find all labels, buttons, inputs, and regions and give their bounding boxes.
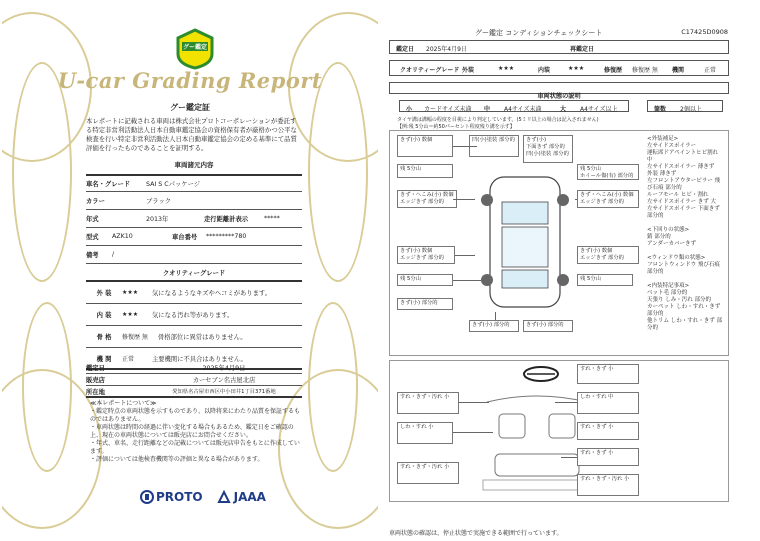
chassis-value: *********780	[206, 233, 247, 240]
engine-value: 正常	[704, 67, 717, 74]
address-label: 所在地	[86, 388, 105, 396]
leader-line	[575, 199, 577, 200]
cell-int-right2: すれ・きず 小	[577, 422, 639, 440]
size-mid-label: 中	[484, 106, 491, 113]
interior-value: ★★★	[568, 65, 585, 72]
date-label: 鑑定日	[396, 46, 415, 53]
quality-label: クオリティーグレード	[400, 67, 460, 74]
grade-comment: 骨格部位に異常はありません。	[158, 334, 247, 341]
report-subtitle: グー鑑定証	[170, 103, 210, 112]
count-label: 箇数	[654, 106, 667, 113]
cell-right-door1: きず・へこみ(小) 数個 エッジきず 部分的	[577, 190, 639, 208]
model-value: SAI S Cパッケージ	[146, 181, 201, 188]
status-header-box	[389, 82, 729, 100]
date-row	[389, 40, 729, 54]
cell-right-door2: きず(小) 数個 エッジきず 部分的	[577, 246, 639, 264]
engine-label: 機関	[672, 67, 685, 74]
cell-int-left2: しわ・すれ 小	[397, 422, 453, 444]
exterior-value: ★★★	[498, 65, 515, 72]
grade-stars: ★★★	[122, 311, 139, 318]
report-title: U-car Grading Report	[57, 68, 323, 93]
cell-int-left1: すれ・きず・汚れ 小	[397, 392, 459, 414]
grade-row-frame	[86, 326, 302, 348]
spec-header: 車両諸元内容	[174, 161, 214, 169]
appraisal-date-label: 鑑定日	[86, 365, 105, 372]
note-item: ・車両状態は時間の経過に伴い変化する場合もあるため、鑑定日をご確認の上、現在の車両状態については販売店にお問合せください。	[90, 424, 294, 439]
dealer-label: 販売店	[86, 377, 105, 384]
appraisal-date: 2025年4月9日	[202, 365, 246, 372]
leader-line	[453, 199, 475, 200]
car-top-view-icon	[475, 172, 575, 312]
size-small-label: 小	[406, 106, 413, 113]
size-small-value: カードサイズ未満	[424, 106, 472, 113]
grade-comment: 主要機関に不具合はありません。	[152, 355, 247, 363]
exterior-label: 外装	[462, 67, 475, 74]
cell-int-right3: すれ・きず 小	[577, 448, 639, 466]
leader-line	[455, 255, 475, 256]
tire-note-2: 【例:残 5分山＝約50パーセント程度残り溝を示す】	[397, 124, 515, 130]
size-mid-value: A4サイズ未満	[504, 106, 542, 113]
spec-row-remarks	[86, 246, 302, 264]
count-value: 2個以上	[680, 106, 702, 113]
remarks-label: 備考	[86, 252, 99, 259]
flourish-lower-left	[22, 302, 72, 472]
flourish-right	[308, 62, 368, 282]
cell-tire-fr: 残 5分山 ホイール傷(有) 部分的	[577, 164, 639, 180]
spec-table	[86, 174, 302, 370]
notes-title: ≪本レポートについて≫	[90, 400, 157, 407]
spec-row-model	[86, 174, 302, 192]
mileage-value: *****	[264, 215, 280, 222]
leader-line	[495, 312, 496, 320]
badge-text: グー鑑定	[182, 44, 207, 51]
jaaa-logo	[217, 490, 266, 504]
repair-value: 修復歴 無	[632, 67, 658, 74]
cell-front-right1: きず(小) 下面きず 部分的 凹(小)塗装 部分的	[523, 135, 573, 163]
size-large-label: 大	[560, 106, 567, 113]
grade-stars: 正常	[122, 355, 135, 363]
leader-line	[453, 146, 477, 147]
grade-stars: ★★★	[122, 289, 139, 296]
sheet-title: グー鑑定 コンディションチェックシート	[475, 29, 603, 37]
remarks-column: <外装補足> 左サイドスポイラー 運転席ドアペイントヒビ割れ 中 左サイドスポイラー 薄きず 外装 薄きず 左フロントアウターピラー 飛び石痕 部分的 ルーフモール ヒビ・割れ 左サイドスポイラー きず 大 左サイドスポイラー 下面きず 部分的 <下回りの状態> 錆 部分的 アンダーカバーきず <ウィンドウ類の状態> フロントウィンドウ 飛び石痕 部分的 <内装特記事項> ベット毛 部分的 天張り しみ・汚れ 部分的 カーペット しわ・すれ・きず 部分的 他トリム しわ・すれ・きず 部分的	[647, 136, 722, 331]
jaaa-logo-text: JAAA	[233, 490, 266, 504]
grade-label: 外 装	[96, 290, 112, 297]
type-label: 型式	[86, 234, 99, 241]
flourish-left	[12, 62, 72, 282]
repair-label: 修復歴	[604, 67, 623, 74]
proto-logo-icon	[140, 490, 154, 504]
spec-row-year	[86, 210, 302, 228]
leader-line	[459, 402, 489, 403]
date-value: 2025年4月9日	[426, 46, 467, 53]
year-value: 2013年	[146, 216, 169, 223]
spec-row-color	[86, 192, 302, 210]
cell-rear-center: きず(小) 部分的	[469, 320, 519, 332]
cell-int-left3: すれ・きず・汚れ 小	[397, 462, 459, 484]
chassis-label: 車台番号	[172, 234, 198, 241]
cell-tire-rr: 残 5分山	[577, 274, 633, 286]
cell-front-center: 凹(小)塗装 部分的	[469, 135, 519, 157]
grade-label: 機 関	[96, 355, 112, 363]
grade-label: 内 装	[96, 312, 112, 319]
leader-line	[555, 402, 577, 403]
leader-line	[453, 280, 481, 281]
mileage-label: 走行距離計表示	[204, 216, 249, 223]
cell-left-door1: きず・へこみ(小) 数個 エッジきず 部分的	[397, 190, 457, 208]
proto-logo-text: PROTO	[156, 490, 203, 504]
reappraisal-label: 再鑑定日	[570, 46, 595, 53]
note-item: ・年式、車名、走行距離などの記載については販売店申告をもとに作成しています。	[90, 440, 300, 455]
note-item: ・評価については他検査機関等の評価と異なる場合があります。	[90, 456, 264, 463]
cell-tire-fl: 残 5分山	[397, 164, 453, 178]
quality-header: クオリティーグレード	[86, 264, 302, 282]
remarks-value: /	[112, 251, 115, 258]
cell-int-right1: しわ・すれ 中	[577, 392, 639, 414]
type-value: AZK10	[112, 233, 133, 240]
address-row	[86, 386, 302, 398]
logo-bar	[140, 490, 266, 504]
cell-rear-left: きず(小) 部分的	[397, 298, 453, 310]
status-header: 車両状態の説明	[537, 93, 581, 100]
grade-stars: 修復歴 無	[122, 334, 148, 341]
proto-logo	[140, 490, 203, 504]
grade-comment: 気になる汚れ等があります。	[152, 312, 234, 319]
report-notes	[90, 400, 302, 464]
grade-comment: 気になるようなキズやヘコミがあります。	[152, 290, 272, 297]
address-value: 愛知県名古屋市西区中小田井1丁目371番地	[172, 389, 276, 395]
sheet-footer: 車両状態の確認は、停止状態で実施できる範囲で行っています。	[389, 530, 563, 537]
condition-check-sheet	[385, 2, 758, 539]
cell-steering: すれ・きず 小	[577, 364, 639, 384]
color-label: カラー	[86, 198, 105, 205]
dealer-name: カーセブン名古屋北店	[192, 377, 256, 384]
size-legend	[399, 100, 629, 112]
grade-row-interior	[86, 304, 302, 326]
cell-int-right4: すれ・きず・汚れ 小	[577, 474, 639, 496]
tire-note-1: タイヤ溝は溝幅の程度を目視により判定しています。(5ミリ以上の場合は記入されません)	[397, 117, 599, 123]
intro-text: 本レポートに記載される車両は株式会社プロトコーポレーションが委託する特定非営利活動法人日本自動車鑑定協会の資格保有者が厳格かつ公平な検査を行い特定非営利活動法人日本自動車鑑定協会の定める基準にて品質評価を行ったものであることを証明する。	[86, 117, 297, 152]
flourish-lower-right	[308, 302, 358, 472]
interior-label: 内装	[538, 67, 551, 74]
note-item: ・鑑定時点の車両状態を示すものであり、以降将来にわたり品質を保証するものではありません。	[90, 408, 301, 423]
model-label: 車名・グレード	[86, 181, 131, 188]
spec-row-type	[86, 228, 302, 246]
leader-line	[561, 457, 577, 458]
dealer-row	[86, 374, 302, 386]
size-large-value: A4サイズ以上	[580, 106, 618, 113]
cell-rear-right: きず(小) 部分的	[523, 320, 573, 332]
appraisal-date-row	[86, 362, 302, 374]
cell-left-door2: きず(小) 数個 エッジきず 部分的	[397, 246, 455, 264]
steering-wheel-icon	[521, 364, 561, 384]
sheet-serial: C17425D0908	[681, 28, 728, 36]
cell-front-left: きず(小) 数個	[397, 135, 453, 157]
cell-tire-rl: 残 5分山	[397, 274, 453, 286]
color-value: ブラック	[146, 198, 172, 205]
grade-row-exterior	[86, 282, 302, 304]
count-legend	[647, 100, 723, 112]
grade-label: 骨 格	[96, 334, 112, 341]
leader-line	[453, 432, 493, 433]
jaaa-logo-icon	[217, 490, 231, 504]
grade-row	[389, 60, 729, 76]
dealer-table	[86, 362, 302, 398]
year-label: 年式	[86, 216, 99, 223]
grading-certificate	[2, 2, 378, 539]
